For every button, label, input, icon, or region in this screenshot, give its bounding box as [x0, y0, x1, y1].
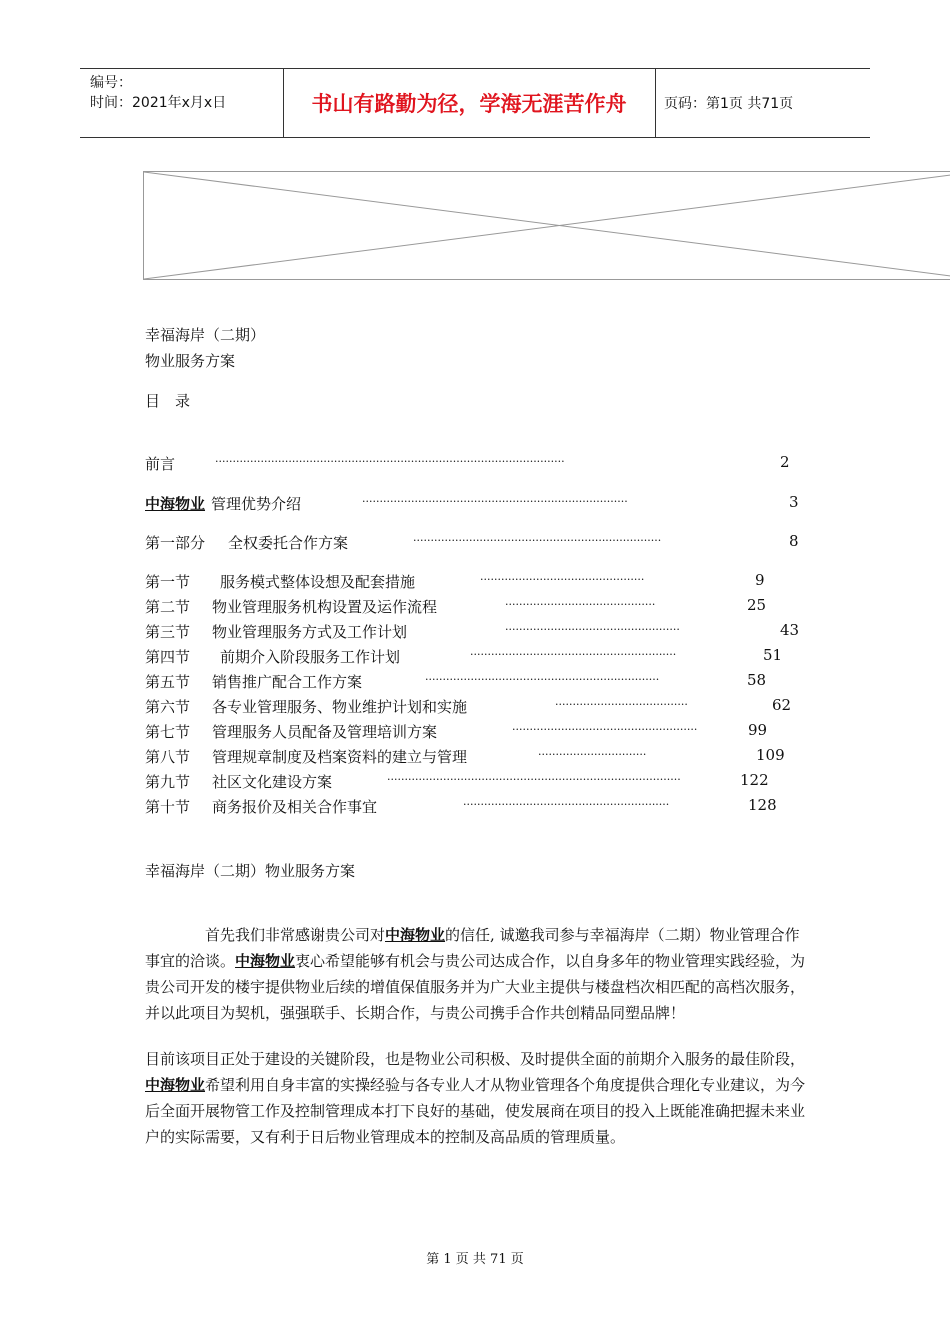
- toc-entry[interactable]: [145, 671, 805, 693]
- toc-entry-label: 第一节: [145, 573, 191, 591]
- toc-entry[interactable]: [145, 493, 805, 515]
- toc-entry-label: 第七节: [145, 723, 191, 741]
- toc-leader-dots: ···························································: [463, 798, 670, 811]
- toc-leader-dots: ···········································: [505, 598, 656, 611]
- toc-entry[interactable]: [145, 646, 805, 668]
- toc-page-number: 51: [763, 646, 783, 664]
- toc-leader-dots: ···························································: [470, 648, 677, 661]
- toc-entry-label: 第二节: [145, 598, 191, 616]
- paragraph-2: [145, 1046, 810, 1150]
- toc-entry[interactable]: [145, 696, 805, 718]
- toc-leader-dots: ······································: [555, 698, 688, 711]
- page-header: [80, 68, 870, 138]
- toc-entry[interactable]: [145, 746, 805, 768]
- toc-page-number: 109: [756, 746, 785, 764]
- paragraph-1: [145, 922, 810, 1026]
- header-motto: 书山有路勤为径，学海无涯苦作舟: [311, 92, 627, 116]
- p1-text: 首先我们非常感谢贵公司对: [205, 926, 386, 944]
- toc-page-number: 128: [748, 796, 777, 814]
- toc-entry-title: 前期介入阶段服务工作计划: [220, 648, 401, 666]
- toc-page-number: 58: [747, 671, 767, 689]
- divider: [655, 69, 656, 137]
- toc-entry-label: 第九节: [145, 773, 191, 791]
- toc-entry-title: 全权委托合作方案: [228, 534, 349, 552]
- company-link[interactable]: 中海物业: [385, 926, 446, 944]
- p1-text: 衷心希望能够有机会与贵公司达成合作，以自身多年的物业管理实践经验，为贵公司开发的楼宇提供物业后续的增值保值服务并为广大业主提供与楼盘档次相匹配的高档次服务，并以此项目为契机，强强联手、长期合作，与贵公司携手合作共创精品同塑品牌！: [145, 952, 806, 1022]
- toc-entry[interactable]: [145, 596, 805, 618]
- toc-page-number: 9: [755, 571, 765, 589]
- toc-entry[interactable]: [145, 771, 805, 793]
- toc-leader-dots: ·······································································: [413, 534, 662, 547]
- toc-leader-dots: ··················································: [505, 623, 680, 636]
- p2-text: 希望利用自身丰富的实操经验与各专业人才从物业管理各个角度提供合理化专业建议，为今后全面开展物管工作及控制管理成本打下良好的基础，使发展商在项目的投入上既能准确把握未来业户的实际需要，又有利于日后物业管理成本的控制及高品质的管理质量。: [145, 1076, 806, 1146]
- toc-heading: 目 录: [145, 392, 191, 410]
- toc-page-number: 3: [789, 493, 799, 511]
- toc-entry-label: 第四节: [145, 648, 191, 666]
- toc-page-number: 62: [772, 696, 792, 714]
- toc-leader-dots: ····················································································: [387, 773, 681, 786]
- toc-entry-label: 第五节: [145, 673, 191, 691]
- toc-entry-label: 前言: [145, 455, 176, 473]
- toc-entry-label: 第三节: [145, 623, 191, 641]
- p1-text: 的信任, 诚邀我司参与幸福海岸（二期）物业管理合作事宜的洽谈。: [145, 926, 800, 970]
- toc-entry-title: 物业管理服务方式及工作计划: [212, 623, 408, 641]
- toc-page-number: 8: [789, 532, 799, 550]
- toc-entry-label: 第八节: [145, 748, 191, 766]
- toc-entry[interactable]: [145, 571, 805, 593]
- toc-entry-title: 销售推广配合工作方案: [212, 673, 363, 691]
- doc-title-2: 物业服务方案: [145, 352, 236, 370]
- toc-entry-label: 第十节: [145, 798, 191, 816]
- toc-leader-dots: ·······························: [538, 748, 647, 761]
- toc-page-number: 99: [748, 721, 768, 739]
- toc-entry-title: 管理服务人员配备及管理培训方案: [212, 723, 438, 741]
- p2-text: 目前该项目正处于建设的关键阶段，也是物业公司积极、及时提供全面的前期介入服务的最佳阶段，: [145, 1050, 806, 1068]
- toc-entry-title: 社区文化建设方案: [212, 773, 333, 791]
- toc-entry-title: 服务模式整体设想及配套措施: [220, 573, 416, 591]
- toc-entry-title: 物业管理服务机构设置及运作流程: [212, 598, 438, 616]
- toc-page-number: 43: [780, 621, 800, 639]
- toc-entry-label: 第一部分: [145, 534, 206, 552]
- toc-leader-dots: ···································································: [425, 673, 660, 686]
- toc-entry[interactable]: [145, 532, 805, 554]
- toc-page-number: 25: [747, 596, 767, 614]
- section-title: 幸福海岸（二期）物业服务方案: [145, 862, 356, 880]
- toc-page-number: 2: [780, 453, 790, 471]
- toc-entry-label: 中海物业: [145, 495, 206, 513]
- header-left: [90, 73, 226, 113]
- toc-leader-dots: ············································································: [362, 495, 628, 508]
- toc-entry-title: 管理优势介绍: [211, 495, 302, 513]
- toc-entry-title: 管理规章制度及档案资料的建立与管理: [212, 748, 468, 766]
- toc-entry-title: 商务报价及相关合作事宜: [212, 798, 378, 816]
- placeholder-cross-icon: [144, 172, 950, 279]
- toc-entry[interactable]: [145, 721, 805, 743]
- image-placeholder: [143, 171, 950, 280]
- date-label: 时间：2021年x月x日: [90, 95, 227, 111]
- toc-entry-label: 第六节: [145, 698, 191, 716]
- toc-page-number: 122: [740, 771, 769, 789]
- company-link[interactable]: 中海物业: [145, 1076, 206, 1094]
- page-footer: 第 1 页 共 71 页: [426, 1252, 524, 1267]
- toc-leader-dots: ····································································································: [215, 455, 565, 468]
- number-label: 编号：: [90, 75, 132, 91]
- toc-entry[interactable]: [145, 453, 805, 475]
- toc-leader-dots: ···············································: [480, 573, 645, 586]
- toc-leader-dots: ·····················································: [512, 723, 698, 736]
- toc-entry[interactable]: [145, 621, 805, 643]
- header-page-info: 页码：第1页 共71页: [664, 96, 794, 112]
- company-link[interactable]: 中海物业: [235, 952, 296, 970]
- toc-entry-title: 各专业管理服务、物业维护计划和实施: [212, 698, 468, 716]
- toc-entry[interactable]: [145, 796, 805, 818]
- doc-title-1: 幸福海岸（二期）: [145, 326, 266, 344]
